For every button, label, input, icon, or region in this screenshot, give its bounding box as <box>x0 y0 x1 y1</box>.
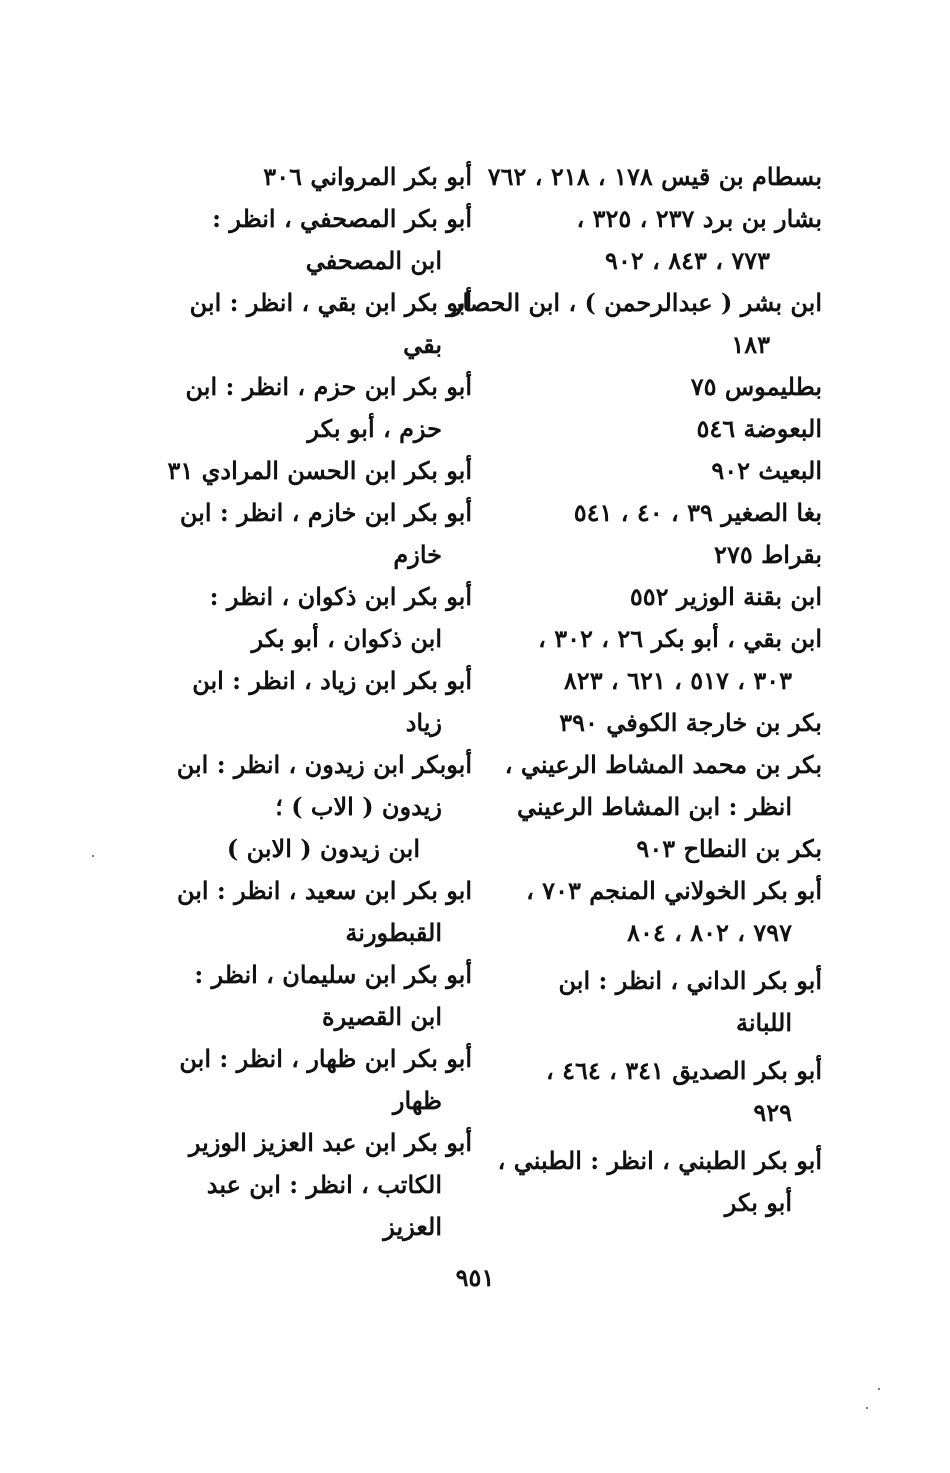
entry-line: ابن بقنة الوزير ٥٥٢ <box>629 582 822 611</box>
index-entry <box>160 450 472 492</box>
entry-line: ٧٧٣ ، ٨٤٣ ، ٩٠٢ <box>605 246 770 275</box>
index-entry <box>512 702 822 744</box>
index-entry <box>160 366 472 450</box>
entry-line: ١٨٣ <box>731 330 770 359</box>
index-entry <box>512 366 822 408</box>
entry-line: أبو بكر ابن بقي ، انظر : ابن <box>189 288 472 317</box>
entry-line: بطليموس ٧٥ <box>690 372 822 401</box>
index-column-right <box>450 156 822 1224</box>
entry-line: حزم ، أبو بكر <box>307 414 442 443</box>
index-entry <box>504 744 822 828</box>
entry-line: بكر بن النطاح ٩٠٣ <box>636 834 822 863</box>
index-entry <box>487 156 822 198</box>
index-entry <box>160 492 472 576</box>
entry-line: ٧٩٧ ، ٨٠٢ ، ٨٠٤ <box>627 918 792 947</box>
entry-line: أبو بكر الطبني ، انظر : الطبني ، <box>497 1146 822 1175</box>
entry-line: أبو بكر ابن ذكوان ، انظر : <box>209 582 472 611</box>
entry-line: زياد <box>405 708 442 737</box>
index-entry <box>512 450 822 492</box>
entry-line: أبوبكر ابن زيدون ، انظر : ابن <box>176 750 472 779</box>
entry-line: بقراط ٢٧٥ <box>714 540 822 569</box>
entry-line: بغا الصغير ٣٩ ، ٤٠ ، ٥٤١ <box>573 498 822 527</box>
entry-line: ابن المصحفي <box>305 246 442 275</box>
index-entry <box>160 954 472 1038</box>
index-entry <box>160 870 472 954</box>
entry-line: أبو بكر ابن زياد ، انظر : ابن <box>192 666 472 695</box>
entry-line: بكر بن محمد المشاط الرعيني ، <box>504 750 822 779</box>
index-entry <box>160 1122 472 1248</box>
entry-line: أبو بكر الخولاني المنجم ٧٠٣ ، <box>526 876 822 905</box>
index-entry <box>512 576 822 618</box>
entry-line: أبو بكر ابن عبد العزيز الوزير <box>188 1128 472 1157</box>
index-column-left <box>160 156 472 1248</box>
index-entry <box>512 618 822 702</box>
entry-line: أبو بكر ابن الحسن المرادي ٣١ <box>167 456 472 485</box>
entry-line: زيدون ( الاب ) ؛ <box>275 792 442 821</box>
entry-line: الكاتب ، انظر : ابن عبد <box>206 1170 442 1199</box>
index-entry <box>160 156 472 198</box>
entry-line: اللبانة <box>735 1008 792 1037</box>
scan-speck <box>92 855 94 857</box>
entry-line: أبو بكر ابن خازم ، انظر : ابن <box>179 498 472 527</box>
entry-line: العزيز <box>383 1212 442 1241</box>
entry-line: أبو بكر ابن سليمان ، انظر : <box>194 960 472 989</box>
entry-line: بقي <box>403 330 442 359</box>
entry-line: ابن ذكوان ، أبو بكر <box>251 624 442 653</box>
entry-line: أبو بكر ابن حزم ، انظر : ابن <box>185 372 472 401</box>
entry-line: بسطام بن قيس ١٧٨ ، ٢١٨ ، ٧٦٢ <box>487 162 822 191</box>
entry-line: القبطورنة <box>345 918 442 947</box>
index-entry <box>160 198 472 282</box>
entry-line: البعيث ٩٠٢ <box>711 456 822 485</box>
entry-line: ٩٢٩ <box>753 1098 792 1127</box>
entry-line: البعوضة ٥٤٦ <box>696 414 822 443</box>
entry-line: ٣٠٣ ، ٥١٧ ، ٦٢١ ، ٨٢٣ <box>563 666 792 695</box>
entry-line: أبو بكر المصحفي ، انظر : <box>212 204 472 233</box>
index-entry <box>160 1038 472 1122</box>
index-entry <box>512 828 822 870</box>
entry-line: أبو بكر <box>724 1188 792 1217</box>
scan-speck <box>866 1407 868 1409</box>
entry-line: أبو بكر الداني ، انظر : ابن <box>558 966 822 995</box>
index-entry <box>160 576 472 660</box>
entry-line: بكر بن خارجة الكوفي ٣٩٠ <box>559 708 822 737</box>
entry-line: انظر : ابن المشاط الرعيني <box>517 792 792 821</box>
index-entry <box>160 660 472 744</box>
index-entry <box>512 960 822 1044</box>
entry-line: ابن بقي ، أبو بكر ٢٦ ، ٣٠٢ ، <box>538 624 822 653</box>
entry-line: خازم <box>393 540 442 569</box>
index-entry <box>512 408 822 450</box>
index-entry <box>497 1140 822 1224</box>
entry-line: أبو بكر الصديق ٣٤١ ، ٤٦٤ ، <box>546 1056 822 1085</box>
entry-line: أبو بكر ابن ظهار ، انظر : ابن <box>179 1044 472 1073</box>
entry-line: ابن بشر ( عبدالرحمن ) ، ابن الحصار <box>450 288 822 317</box>
entry-line: ابو بكر ابن سعيد ، انظر : ابن <box>176 876 472 905</box>
index-entry <box>160 744 472 870</box>
index-entry <box>512 534 822 576</box>
index-entry <box>512 870 822 954</box>
entry-line: ابن القصيرة <box>322 1002 442 1031</box>
index-entry <box>512 1050 822 1134</box>
entry-line: أبو بكر المرواني ٣٠٦ <box>263 162 472 191</box>
index-entry <box>512 198 822 282</box>
index-entry <box>512 492 822 534</box>
page-number: ٩٥١ <box>455 1263 495 1292</box>
entry-line: بشار بن برد ٢٣٧ ، ٣٢٥ ، <box>576 204 822 233</box>
entry-line: ظهار <box>392 1086 442 1115</box>
index-entry <box>450 282 822 366</box>
index-entry <box>160 282 472 366</box>
scan-speck <box>878 1388 880 1390</box>
entry-line: ابن زيدون ( الابن ) <box>226 834 420 863</box>
